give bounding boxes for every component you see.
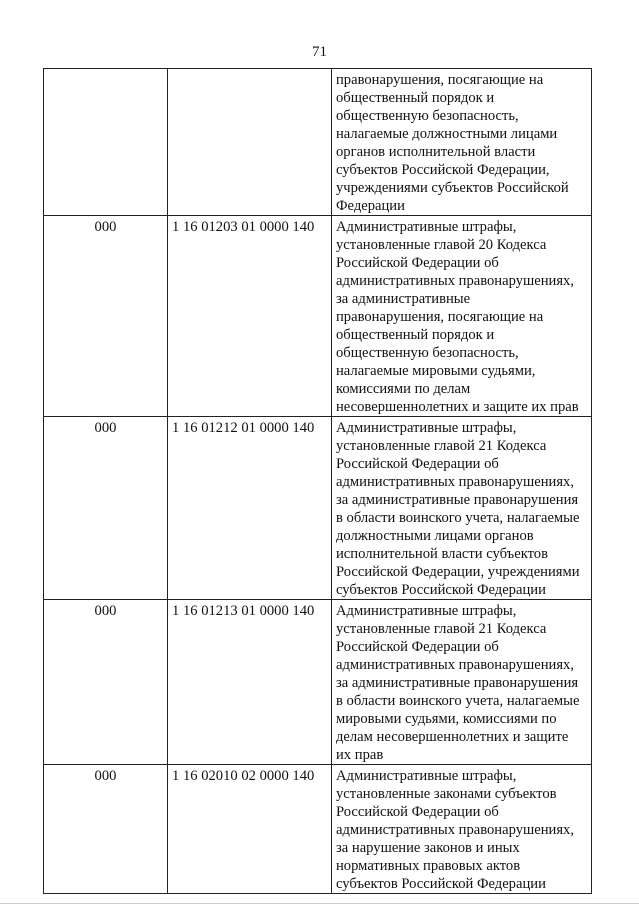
revenue-name-cell: Административные штрафы, установленные законами субъектов Российской Федерации об административных правонарушениях, за нарушение законов и иных нормативных правовых актов субъектов Российской Федерации	[332, 765, 592, 894]
admin-code-cell: 000	[44, 417, 168, 600]
revenue-name-cell: Административные штрафы, установленные главой 20 Кодекса Российской Федерации об административных правонарушениях, за административные правонарушения, посягающие на общественный порядок и общественную безопасность, налагаемые мировыми судьями, комиссиями по делам несовершеннолетних и защите их прав	[332, 216, 592, 417]
page-edge-line	[0, 903, 639, 904]
table-row	[44, 417, 592, 600]
revenue-name-cell: Административные штрафы, установленные главой 21 Кодекса Российской Федерации об административных правонарушениях, за административные правонарушения в области воинского учета, налагаемые должностными лицами органов исполнительной власти субъектов Российской Федерации, учреждениями субъектов Российской Федерации	[332, 417, 592, 600]
admin-code-cell: 000	[44, 765, 168, 894]
kbk-code-cell: 1 16 01203 01 0000 140	[168, 216, 332, 417]
revenue-codes-table	[43, 68, 592, 894]
kbk-code-cell: 1 16 01213 01 0000 140	[168, 600, 332, 765]
table-row	[44, 765, 592, 894]
admin-code-cell: 000	[44, 216, 168, 417]
revenue-name-cell: правонарушения, посягающие на общественный порядок и общественную безопасность, налагаемые должностными лицами органов исполнительной власти субъектов Российской Федерации, учреждениями субъектов Российской Федерации	[332, 69, 592, 216]
kbk-code-cell	[168, 69, 332, 216]
table-row	[44, 216, 592, 417]
table-row	[44, 600, 592, 765]
admin-code-cell: 000	[44, 600, 168, 765]
kbk-code-cell: 1 16 02010 02 0000 140	[168, 765, 332, 894]
kbk-code-cell: 1 16 01212 01 0000 140	[168, 417, 332, 600]
page-number: 71	[312, 44, 327, 60]
admin-code-cell	[44, 69, 168, 216]
revenue-name-cell: Административные штрафы, установленные главой 21 Кодекса Российской Федерации об административных правонарушениях, за административные правонарушения в области воинского учета, налагаемые мировыми судьями, комиссиями по делам несовершеннолетних и защите их прав	[332, 600, 592, 765]
table-row	[44, 69, 592, 216]
